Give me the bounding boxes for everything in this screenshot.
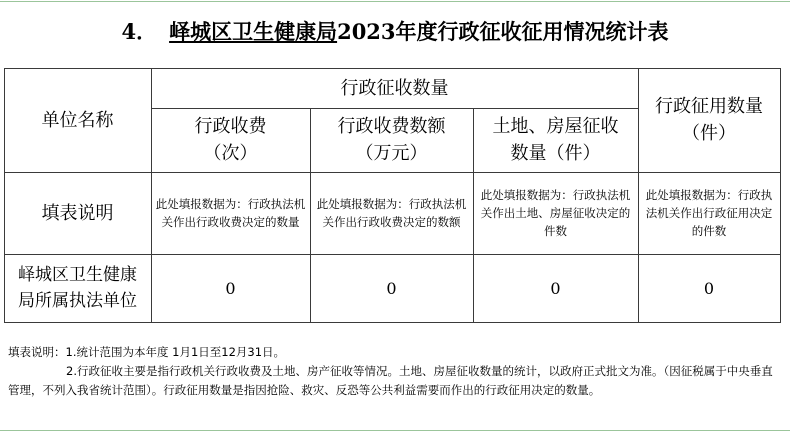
land-house-header [473, 108, 638, 172]
unit-name-cell [4, 254, 151, 322]
document-title [0, 16, 790, 46]
header-line: 数量（件） [510, 143, 601, 164]
footnote-line: 填表说明：1.统计范围为本年度 1月1日至12月31日。 [8, 345, 286, 359]
footnote-line: 2.行政征收主要是指行政机关行政收费及土地、房产征收等情况。土地、房屋征收数量的统计，以政府正式批文为准。（因征税属于中央垂直管理，不列入我省统计范围）。行政征用数量是指因抢险、救灾、反恐等公共利益需要而作出的行政征用决定的数量。 [8, 364, 773, 397]
collection-quantity-header: 行政征收数量 [340, 77, 449, 99]
title-number: 4． [121, 19, 158, 44]
bottom-border [0, 430, 790, 431]
header-line: 行政收费数额 [337, 116, 446, 137]
header-line: 行政收费 [194, 116, 267, 137]
top-border [0, 1, 790, 2]
title-organization: 峄城区卫生健康局 [169, 19, 338, 44]
header-line: 土地、房屋征收 [492, 116, 619, 137]
explain-label: 填表说明 [41, 202, 114, 224]
header-line: （万元） [355, 143, 428, 164]
header-line: （次） [203, 143, 258, 164]
title-text: 2023年度行政征收征用情况统计表 [337, 19, 669, 44]
value-cell: 0 [386, 278, 397, 298]
unit-name-header: 单位名称 [41, 109, 114, 131]
footnotes [8, 343, 778, 400]
value-cell: 0 [703, 278, 715, 298]
header-line: 行政征用数量 [655, 96, 763, 117]
value-cell: 0 [225, 278, 236, 298]
explain-cell: 此处填报数据为：行政执法机关作出行政收费决定的数额 [316, 197, 467, 229]
explain-cell: 此处填报数据为：行政执法机关作出土地、房屋征收决定的件数 [480, 188, 631, 238]
explain-cell: 此处填报数据为：行政执法机关作出行政收费决定的数量 [155, 197, 306, 229]
unit-name-line: 局所属执法单位 [18, 291, 137, 311]
fee-count-header [151, 108, 310, 172]
unit-name-line: 峄城区卫生健康 [18, 265, 137, 285]
header-line: （件） [682, 123, 736, 144]
statistics-table [4, 68, 781, 323]
table-border-bottom [4, 322, 781, 323]
fee-amount-header [310, 108, 473, 172]
explain-cell: 此处填报数据为：行政执法机关作出行政征用决定的件数 [645, 188, 773, 238]
value-cell: 0 [550, 278, 561, 298]
requisition-quantity-header [638, 68, 780, 172]
table-border-right [780, 68, 781, 323]
